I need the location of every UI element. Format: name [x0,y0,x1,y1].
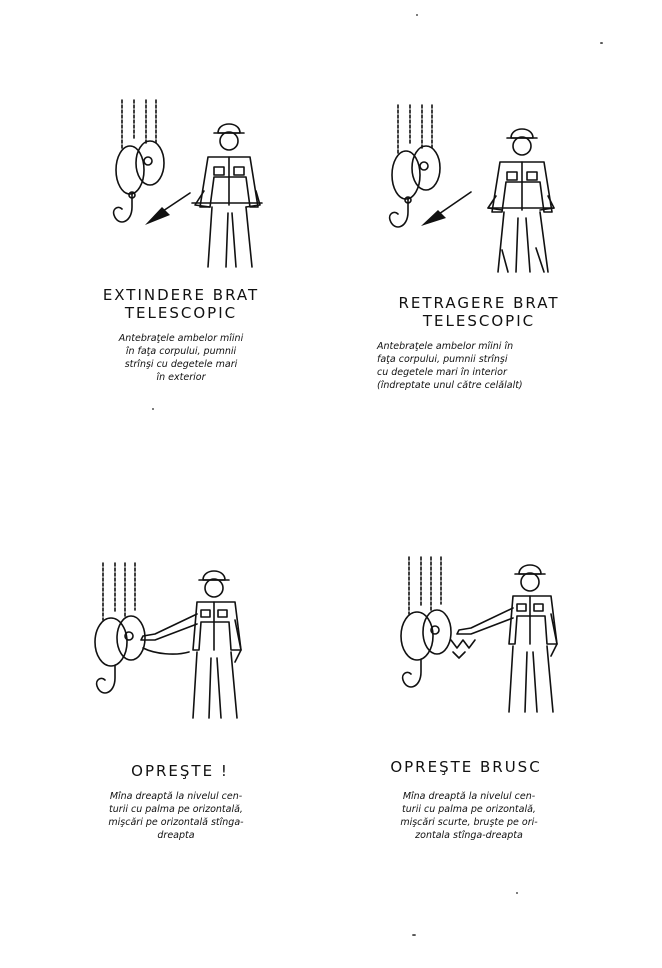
signal-panel-extend [0,0,331,440]
signal-title: RETRAGERE BRAT TELESCOPIC [398,294,560,330]
scan-speck [152,408,154,410]
signal-description: Antebraţele ambelor mîini în faţa corpului, pumnii strînşi cu degetele mari în exterior [118,333,244,383]
worker-hook-arm-extended-icon [391,552,581,722]
signal-panel-stop [0,480,331,920]
signal-panel-retract [331,0,662,440]
scan-speck [416,14,418,16]
worker-hook-hands-front-icon [100,95,280,275]
worker-hook-hands-front-icon [376,100,566,280]
worker-hook-arm-extended-icon [85,558,265,728]
signal-title: OPREŞTE ! [131,762,229,780]
scan-speck [516,892,518,894]
signal-description: Antebraţele ambelor mîini în faţa corpului, pumnii strînşi cu degetele mari în interior (îndreptate unul către celălalt) [377,341,523,391]
signal-description: Mîna dreaptă la nivelul cen- turii cu palma pe orizontală, mişcări pe orizontală stînga- dreapta [108,791,244,841]
signal-title: OPREŞTE BRUSC [390,758,542,776]
signal-title: EXTINDERE BRAT TELESCOPIC [102,286,260,322]
signal-panel-emergency-stop [331,480,662,920]
scan-speck [600,42,603,44]
signal-description: Mîna dreaptă la nivelul cen- turii cu palma pe orizontală, mişcări scurte, bruşte pe ori- zontala stînga-dreapta [400,791,538,841]
scan-speck [412,934,416,936]
